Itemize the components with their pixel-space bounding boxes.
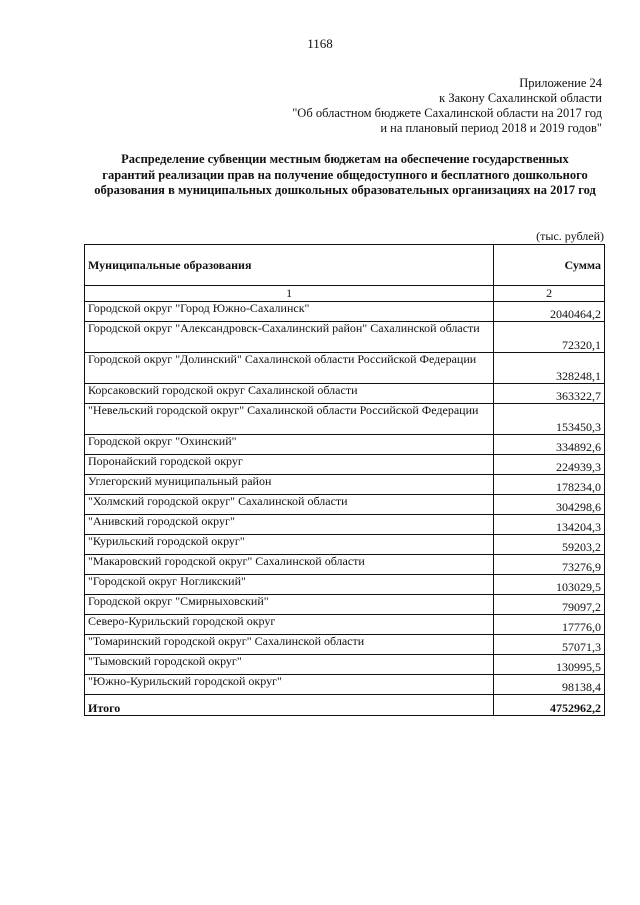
subvention-sum: 103029,5 [494,575,605,595]
table-row [85,615,605,635]
table-row [85,635,605,655]
units-label: (тыс. рублей) [536,229,604,243]
table-row [85,404,605,435]
table-header-row [85,245,605,286]
municipality-name: Северо-Курильский городской округ [85,615,494,635]
table-row [85,475,605,495]
subvention-sum: 17776,0 [494,615,605,635]
municipality-name: "Тымовский городской округ" [85,655,494,675]
municipality-name: Городской округ "Смирныховский" [85,595,494,615]
table-row [85,384,605,404]
table-row [85,575,605,595]
table-row [85,515,605,535]
municipality-name: Городской округ "Долинский" Сахалинской области Российской Федерации [85,353,494,384]
municipality-name: Городской округ "Город Южно-Сахалинск" [85,302,494,322]
subvention-sum: 130995,5 [494,655,605,675]
subvention-sum: 59203,2 [494,535,605,555]
subvention-sum: 178234,0 [494,475,605,495]
page-number: 1168 [307,36,333,51]
appendix-line: к Закону Сахалинской области [439,91,602,105]
municipality-name: "Городской округ Ногликский" [85,575,494,595]
municipality-name: "Холмский городской округ" Сахалинской области [85,495,494,515]
municipality-name: Городской округ "Охинский" [85,435,494,455]
header-municipality: Муниципальные образования [85,245,494,286]
total-label: Итого [85,695,494,716]
total-sum: 4752962,2 [494,695,605,716]
subvention-sum: 134204,3 [494,515,605,535]
table-row [85,302,605,322]
municipality-name: "Томаринский городской округ" Сахалинской области [85,635,494,655]
table-row [85,675,605,695]
municipality-name: "Южно-Курильский городской округ" [85,675,494,695]
appendix-line: Приложение 24 [519,76,602,90]
table-row [85,455,605,475]
municipality-name: Углегорский муниципальный район [85,475,494,495]
appendix-line: "Об областном бюджете Сахалинской области на 2017 год [292,106,602,120]
column-number-row [85,286,605,302]
title-line: образования в муниципальных дошкольных образовательных организациях на 2017 год [94,183,596,197]
table-row [85,435,605,455]
header-sum: Сумма [494,245,605,286]
subvention-table [84,244,605,716]
municipality-name: "Курильский городской округ" [85,535,494,555]
subvention-sum: 328248,1 [494,353,605,384]
subvention-sum: 304298,6 [494,495,605,515]
subvention-sum: 224939,3 [494,455,605,475]
table-row [85,595,605,615]
subvention-sum: 79097,2 [494,595,605,615]
municipality-name: Корсаковский городской округ Сахалинской области [85,384,494,404]
total-row [85,695,605,716]
municipality-name: "Анивский городской округ" [85,515,494,535]
appendix-line: и на плановый период 2018 и 2019 годов" [380,121,602,135]
municipality-name: Поронайский городской округ [85,455,494,475]
table-row [85,535,605,555]
subvention-sum: 98138,4 [494,675,605,695]
subvention-sum: 363322,7 [494,384,605,404]
municipality-name: "Макаровский городской округ" Сахалинской области [85,555,494,575]
table-row [85,322,605,353]
subvention-sum: 334892,6 [494,435,605,455]
table-row [85,495,605,515]
column-number: 2 [494,286,605,302]
document-title [70,152,620,199]
title-line: Распределение субвенции местным бюджетам на обеспечение государственных [121,152,569,166]
column-number: 1 [85,286,494,302]
table-row [85,353,605,384]
subvention-sum: 72320,1 [494,322,605,353]
subvention-sum: 153450,3 [494,404,605,435]
title-line: гарантий реализации прав на получение общедоступного и бесплатного дошкольного [102,167,588,182]
subvention-sum: 73276,9 [494,555,605,575]
table-row [85,655,605,675]
municipality-name: Городской округ "Александровск-Сахалинский район" Сахалинской области [85,322,494,353]
subvention-sum: 2040464,2 [494,302,605,322]
municipality-name: "Невельский городской округ" Сахалинской области Российской Федерации [85,404,494,435]
subvention-sum: 57071,3 [494,635,605,655]
appendix-reference [262,76,602,136]
table-row [85,555,605,575]
